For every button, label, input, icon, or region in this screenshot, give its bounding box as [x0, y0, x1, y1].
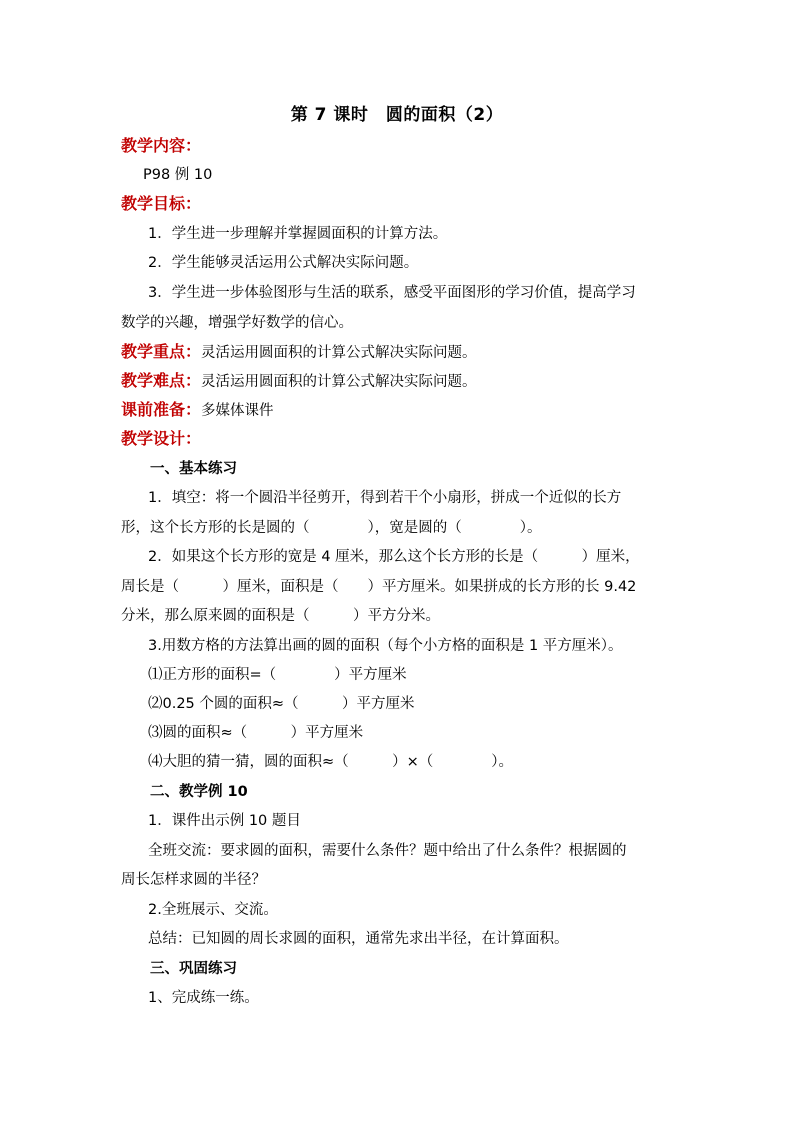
s1-line-8: ⑵0.25 个圆的面积≈（ ）平方厘米 — [148, 696, 415, 712]
s1-line-3: 2．如果这个长方形的宽是 4 厘米，那么这个长方形的长是（ ）厘米， — [148, 549, 640, 565]
s3-line-1: 1、完成练一练。 — [148, 990, 259, 1006]
s2-line-5: 总结：已知圆的周长求圆的面积，通常先求出半径，在计算面积。 — [148, 931, 569, 947]
difficulty-text: 灵活运用圆面积的计算公式解决实际问题。 — [201, 374, 477, 390]
content-label: 教学内容： — [121, 136, 202, 155]
s1-line-4: 周长是（ ）厘米，面积是（ ）平方厘米。如果拼成的长方形的长 9.42 — [121, 579, 637, 595]
goal-item-3: 3．学生进一步体验图形与生活的联系，感受平面图形的学习价值，提高学习 — [148, 285, 636, 301]
goals-label: 教学目标： — [121, 194, 202, 213]
s2-line-2: 全班交流：要求圆的面积，需要什么条件？题中给出了什么条件？根据圆的 — [148, 843, 627, 859]
s1-line-6: 3.用数方格的方法算出画的圆的面积（每个小方格的面积是 1 平方厘米）。 — [148, 638, 623, 654]
key-point-text: 灵活运用圆面积的计算公式解决实际问题。 — [201, 345, 477, 361]
key-point-label: 教学重点： — [121, 342, 202, 361]
s1-line-9: ⑶圆的面积≈（ ）平方厘米 — [148, 725, 364, 741]
s1-line-2: 形，这个长方形的长是圆的（ ），宽是圆的（ ）。 — [121, 520, 542, 536]
preparation-text: 多媒体课件 — [201, 403, 274, 419]
s1-line-10: ⑷大胆的猜一猜，圆的面积≈（ ）×（ ）。 — [148, 754, 514, 770]
content-text: P98 例 10 — [143, 167, 213, 183]
s1-line-5: 分米，那么原来圆的面积是（ ）平方分米。 — [121, 608, 440, 624]
preparation-label: 课前准备： — [121, 400, 202, 419]
preparation-row — [121, 397, 274, 420]
section2-heading: 二、教学例 10 — [150, 784, 248, 800]
s2-line-4: 2.全班展示、交流。 — [148, 902, 278, 918]
goal-item-2: 2．学生能够灵活运用公式解决实际问题。 — [148, 255, 419, 271]
section1-heading: 一、基本练习 — [150, 461, 237, 477]
difficulty-label: 教学难点： — [121, 371, 202, 390]
goal-item-3-cont: 数学的兴趣，增强学好数学的信心。 — [121, 315, 353, 331]
design-label: 教学设计： — [121, 429, 202, 448]
s2-line-1: 1．课件出示例 10 题目 — [148, 813, 301, 829]
section3-heading: 三、巩固练习 — [150, 961, 237, 977]
difficulty-row — [121, 368, 477, 391]
s1-line-7: ⑴正方形的面积=（ ）平方厘米 — [148, 667, 407, 683]
s1-line-1: 1．填空：将一个圆沿半径剪开，得到若干个小扇形，拼成一个近似的长方 — [148, 490, 622, 506]
goal-item-1: 1．学生进一步理解并掌握圆面积的计算方法。 — [148, 226, 448, 242]
key-point-row — [121, 339, 477, 362]
page-title: 第 7 课时 圆的面积（2） — [290, 105, 504, 125]
s2-line-3: 周长怎样求圆的半径？ — [121, 872, 266, 888]
